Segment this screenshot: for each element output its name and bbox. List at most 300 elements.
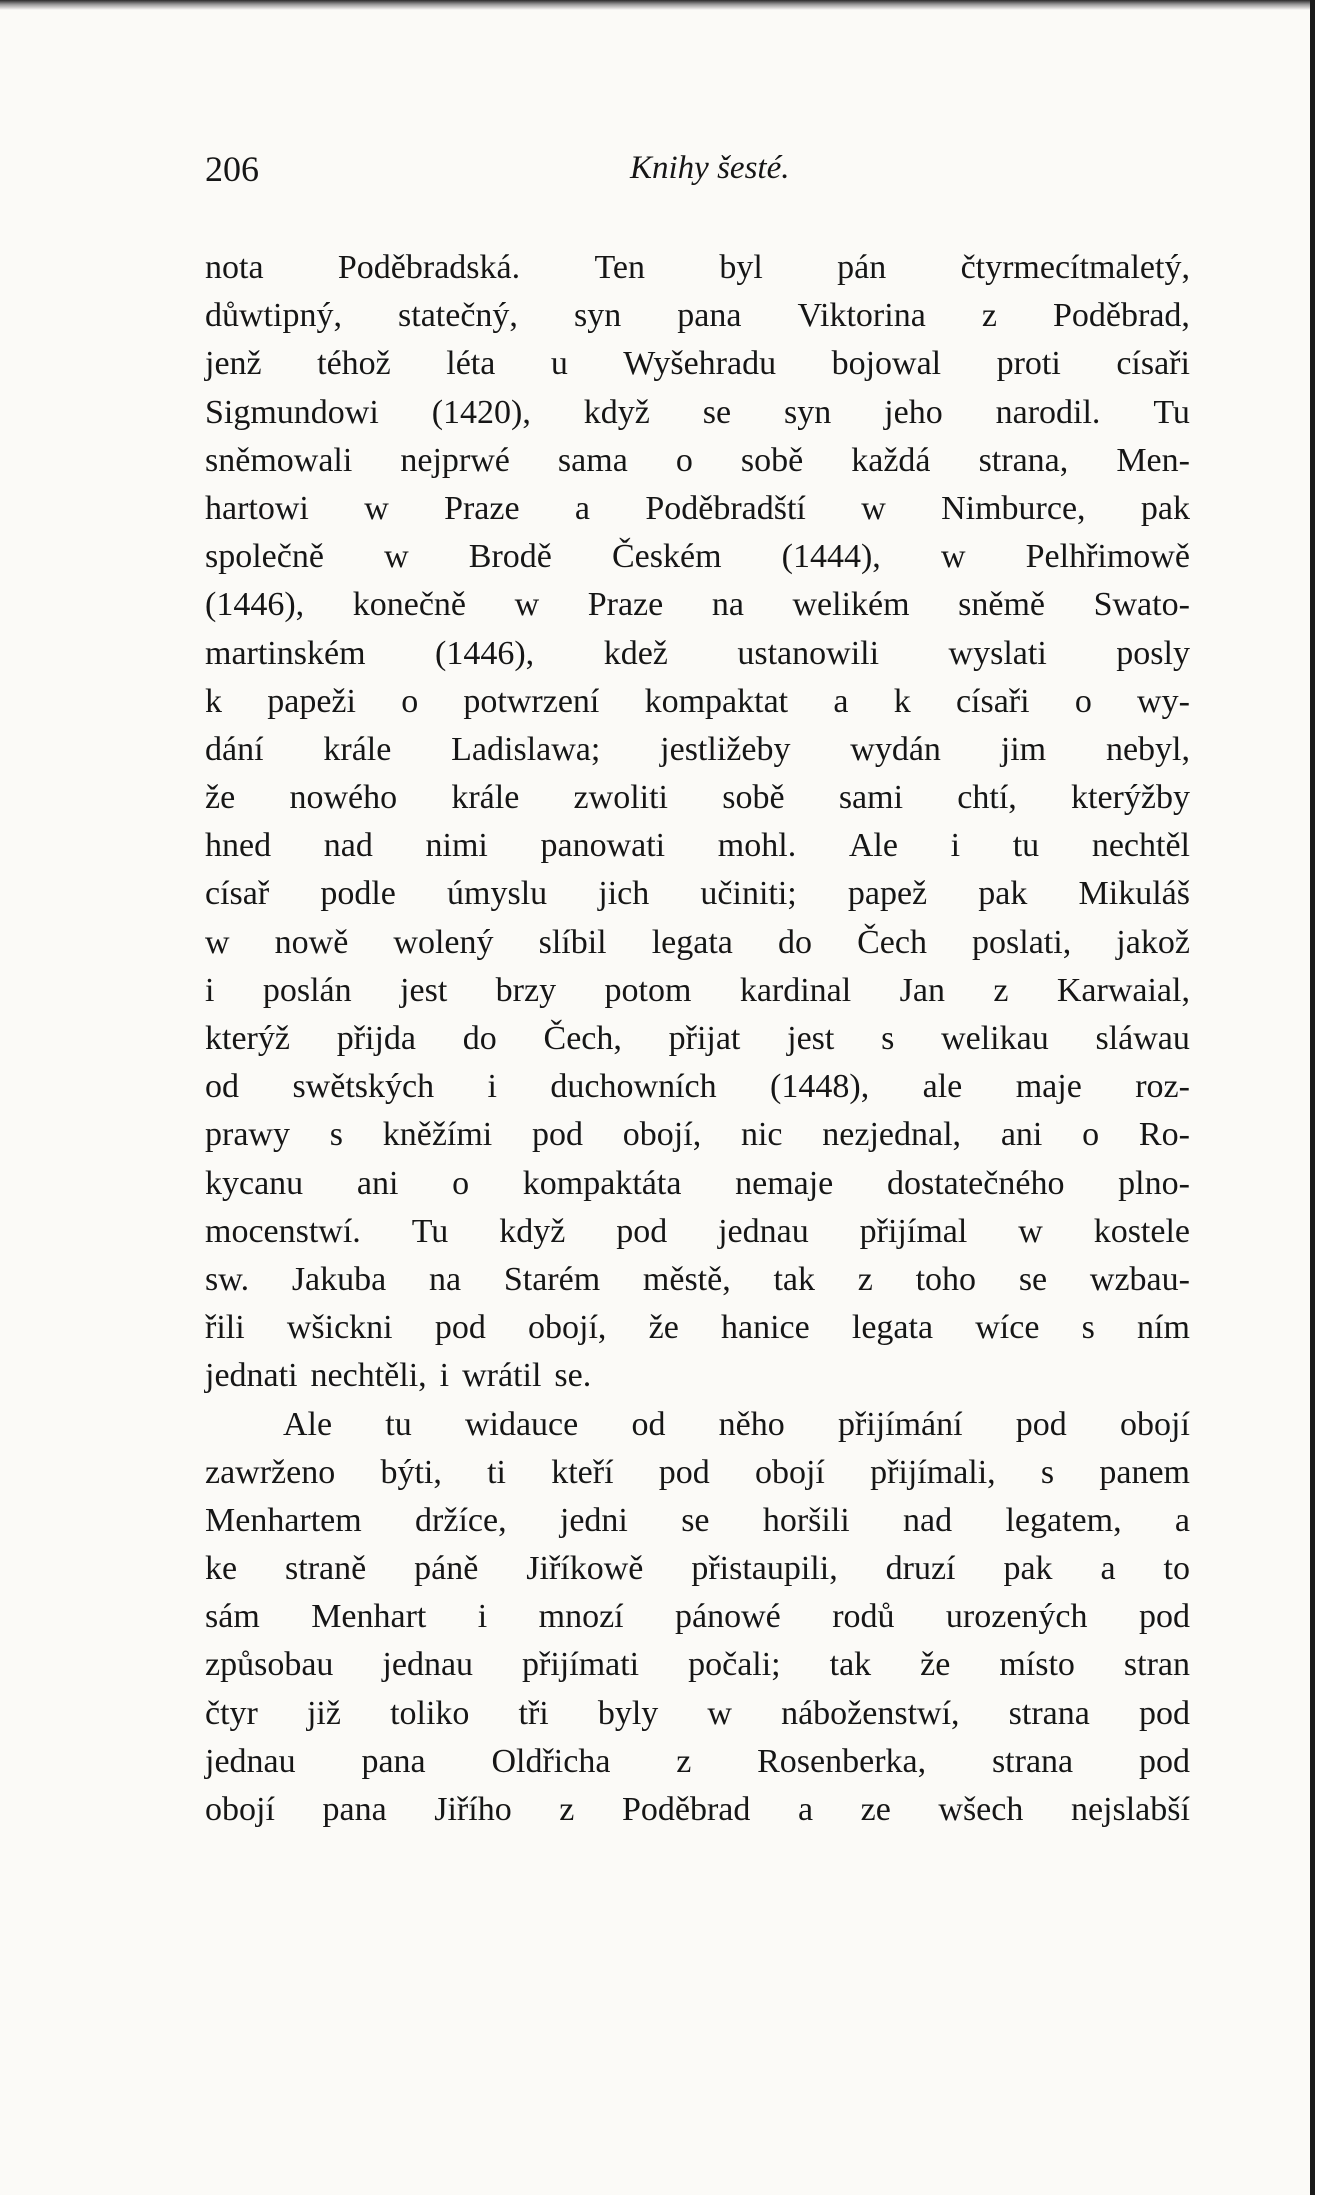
word: Rosenberka, <box>757 1742 927 1780</box>
word: ani <box>356 1164 399 1202</box>
word: hartowi <box>205 489 309 527</box>
word: sw. <box>205 1260 250 1298</box>
word: papež <box>847 875 928 913</box>
word: nejslabší <box>1070 1791 1190 1828</box>
word: wy- <box>1137 682 1190 720</box>
word: Poděbrad, <box>1053 297 1190 335</box>
word: papeži <box>267 682 356 720</box>
word: (1420), <box>431 393 531 431</box>
word: pak <box>978 875 1028 913</box>
word: pán <box>837 249 887 286</box>
word: obojí <box>205 1791 275 1828</box>
word: panem <box>1099 1453 1190 1491</box>
word: syn <box>573 297 622 335</box>
word: hned <box>205 827 272 865</box>
word: k <box>893 682 911 720</box>
word: wrátil <box>462 1357 542 1395</box>
word: kněžími <box>382 1116 493 1154</box>
word: od <box>205 1068 239 1106</box>
word: tři <box>518 1694 549 1732</box>
word: se <box>702 393 732 431</box>
word: s <box>1040 1453 1055 1491</box>
word: přijímání <box>837 1405 963 1443</box>
word: i <box>950 827 961 865</box>
word: čtyr <box>205 1694 258 1732</box>
word: nezjednal, <box>822 1116 962 1154</box>
text-line <box>205 1015 1190 1063</box>
word: Mikuláš <box>1078 875 1190 913</box>
word: na <box>429 1260 462 1298</box>
word: Jiřího <box>434 1791 512 1828</box>
text-line <box>205 1497 1190 1545</box>
word: sobě <box>740 441 804 479</box>
word: s <box>1081 1309 1095 1347</box>
word: obojí <box>1120 1405 1190 1443</box>
word: společně <box>205 538 324 576</box>
text-line <box>205 581 1190 629</box>
word: nic <box>740 1116 783 1154</box>
word: Sigmundowi <box>205 393 379 431</box>
word: ti <box>487 1453 506 1491</box>
word: welikau <box>941 1020 1049 1057</box>
word: wšickni <box>286 1309 393 1347</box>
word: nemaje <box>735 1164 834 1202</box>
word: pana <box>322 1791 387 1828</box>
word: pak <box>1003 1550 1053 1588</box>
page-number: 206 <box>205 149 259 189</box>
text-line <box>205 774 1190 822</box>
word: wolený <box>393 923 494 961</box>
word: pak <box>1140 489 1190 527</box>
word: poslán <box>262 971 352 1009</box>
word: proti <box>996 345 1061 383</box>
word: pana <box>361 1742 426 1780</box>
word: učiniti; <box>700 875 797 913</box>
word: z <box>981 297 997 335</box>
word: konečně <box>352 586 467 624</box>
word: legata <box>851 1309 934 1347</box>
text-line <box>205 1593 1190 1641</box>
word: w <box>364 489 389 527</box>
text-line <box>205 1690 1190 1738</box>
word: obojí, <box>528 1309 607 1347</box>
word: s <box>329 1116 343 1154</box>
word: obojí, <box>622 1116 702 1154</box>
word: rodů <box>832 1598 895 1636</box>
word: čtyrmecítmaletý, <box>960 249 1190 286</box>
word: k <box>205 682 222 720</box>
word: Praze <box>587 586 664 624</box>
word: wzbau- <box>1089 1260 1190 1298</box>
word: w <box>861 489 886 527</box>
word: jich <box>598 875 650 913</box>
word: Nimburce, <box>941 489 1086 527</box>
word: Ale <box>283 1405 333 1443</box>
text-line <box>205 1401 1190 1449</box>
word: o <box>401 682 419 720</box>
word: strana <box>991 1742 1074 1780</box>
word: zawrženo <box>205 1453 336 1491</box>
word: jestližeby <box>660 730 791 768</box>
word: w <box>940 538 966 576</box>
word: Jakuba <box>291 1260 387 1298</box>
word: w <box>1018 1212 1043 1250</box>
word: přijímali, <box>870 1453 996 1491</box>
word: Poděbrad <box>621 1791 751 1828</box>
word: prawy <box>205 1116 290 1154</box>
word: maje <box>1015 1068 1082 1106</box>
word: jest <box>787 1020 835 1057</box>
word: sněmowali <box>205 441 353 479</box>
word: ke <box>205 1550 238 1588</box>
word: Pelhřimowě <box>1025 538 1190 576</box>
word: to <box>1163 1550 1190 1588</box>
word: z <box>993 971 1009 1009</box>
word: a <box>797 1791 814 1828</box>
word: Viktorina <box>797 297 926 335</box>
word: že <box>648 1309 679 1347</box>
word: císaři <box>955 682 1030 720</box>
word: Ro- <box>1138 1116 1190 1154</box>
word: jedni <box>559 1501 628 1539</box>
word: straně <box>285 1550 367 1588</box>
word: (1446), <box>205 586 305 624</box>
text-line <box>205 292 1190 340</box>
text-line <box>205 389 1190 437</box>
word: zwoliti <box>573 779 668 817</box>
word: pod <box>1138 1694 1190 1732</box>
word: Wyšehradu <box>623 345 777 383</box>
text-line <box>205 1208 1190 1256</box>
word: jest <box>400 971 448 1009</box>
word: léta <box>446 345 496 383</box>
word: byl <box>719 249 763 286</box>
word: poslati, <box>972 923 1072 961</box>
word: o <box>675 441 693 479</box>
word: wšech <box>938 1791 1024 1828</box>
word: Swato- <box>1093 586 1190 624</box>
word: o <box>452 1164 470 1202</box>
word: toliko <box>390 1694 470 1732</box>
word: nebyl, <box>1105 730 1190 768</box>
word: jim <box>1000 730 1047 768</box>
word: syn <box>784 393 832 431</box>
word: potwrzení <box>463 682 600 720</box>
page-header <box>205 148 805 198</box>
word: na <box>711 586 744 624</box>
word: toho <box>915 1260 977 1298</box>
word: plno- <box>1118 1164 1190 1202</box>
word: strana <box>1008 1694 1090 1732</box>
word: kompaktáta <box>522 1164 682 1202</box>
word: jednati <box>205 1357 298 1395</box>
text-line <box>205 1304 1190 1352</box>
word: téhož <box>317 345 391 383</box>
word: býti, <box>380 1453 442 1491</box>
word: druzí <box>885 1550 956 1588</box>
word: sám <box>205 1598 260 1636</box>
word: do <box>462 1020 497 1057</box>
word: kompaktat <box>644 682 789 720</box>
word: ze <box>860 1791 891 1828</box>
word: legatem, <box>1005 1501 1122 1539</box>
text-line <box>205 678 1190 726</box>
word: jednau <box>718 1212 809 1250</box>
word: jednau <box>205 1742 296 1780</box>
page-top-edge <box>0 0 1310 10</box>
word: krále <box>451 779 520 817</box>
text-line <box>205 244 1190 292</box>
word: sláwau <box>1095 1020 1190 1057</box>
word: tu <box>385 1405 412 1443</box>
word: i <box>487 1068 497 1106</box>
word: se <box>1018 1260 1048 1298</box>
text-line <box>205 1352 1190 1400</box>
word: Poděbradští <box>645 489 806 527</box>
word: ním <box>1137 1309 1190 1347</box>
word: (1444), <box>781 538 881 576</box>
word: posly <box>1116 634 1190 672</box>
word: pod <box>1138 1598 1190 1636</box>
text-line <box>205 726 1190 774</box>
word: kteří <box>551 1453 614 1491</box>
word: horšili <box>762 1501 850 1539</box>
word: pana <box>677 297 742 335</box>
word: císaři <box>1116 345 1190 383</box>
word: se. <box>554 1357 592 1395</box>
word: dání <box>205 730 264 768</box>
word: přijímati <box>522 1646 640 1684</box>
word: jeho <box>884 393 943 431</box>
text-line <box>205 485 1190 533</box>
text-line <box>205 1641 1190 1689</box>
word: i <box>439 1357 450 1395</box>
word: Čech <box>857 923 927 961</box>
word: sobě <box>722 779 785 817</box>
word: w <box>205 923 230 961</box>
word: Ale <box>848 827 898 865</box>
text-line <box>205 1160 1190 1208</box>
word: z <box>559 1791 575 1828</box>
word: (1448), <box>770 1068 870 1106</box>
text-line <box>205 1786 1190 1834</box>
word: Brodě <box>468 538 552 576</box>
word: i <box>205 971 215 1009</box>
word: brzy <box>495 971 557 1009</box>
word: slíbil <box>538 923 607 961</box>
word: byly <box>597 1694 659 1732</box>
word: Menhart <box>311 1598 427 1636</box>
word: z <box>676 1742 692 1780</box>
word: a <box>1100 1550 1116 1588</box>
text-line <box>205 1111 1190 1159</box>
word: nota <box>205 249 264 286</box>
word: nad <box>323 827 373 865</box>
word: ani <box>1000 1116 1043 1154</box>
word: Ladislawa; <box>451 730 601 768</box>
word: sami <box>838 779 904 817</box>
word: Čech, <box>543 1020 622 1057</box>
word: Oldřicha <box>491 1742 611 1780</box>
word: pod <box>658 1453 710 1491</box>
word: tak <box>773 1260 816 1298</box>
word: když <box>499 1212 566 1250</box>
word: s <box>881 1020 895 1057</box>
word: nechtěl <box>1091 827 1190 865</box>
word: městě, <box>642 1260 731 1298</box>
word: w <box>384 538 409 576</box>
word: že <box>920 1646 951 1684</box>
word: císař <box>205 875 270 913</box>
word: něho <box>718 1405 785 1443</box>
word: že <box>205 779 236 817</box>
word: stran <box>1123 1646 1190 1684</box>
word: pod <box>434 1309 486 1347</box>
word: dostatečného <box>886 1164 1065 1202</box>
word: legata <box>651 923 733 961</box>
word: držíce, <box>415 1501 507 1539</box>
text-line <box>205 919 1190 967</box>
text-line <box>205 870 1190 918</box>
text-line <box>205 340 1190 388</box>
word: nechtěli, <box>310 1357 427 1395</box>
word: Karwaial, <box>1056 971 1190 1009</box>
word: nejprwé <box>400 441 510 479</box>
text-line <box>205 630 1190 678</box>
body-text <box>205 244 1190 1834</box>
word: Tu <box>411 1212 449 1250</box>
word: welikém <box>792 586 910 624</box>
word: kardinal <box>739 971 852 1009</box>
word: panowati <box>540 827 666 865</box>
word: nimi <box>425 827 488 865</box>
word: když <box>583 393 650 431</box>
word: řili <box>205 1309 245 1347</box>
word: Českém <box>611 538 722 576</box>
word: počali; <box>688 1646 781 1684</box>
word: o <box>1074 682 1092 720</box>
word: jakož <box>1116 923 1190 961</box>
word: každá <box>851 441 931 479</box>
word: hanice <box>720 1309 810 1347</box>
word: z <box>857 1260 873 1298</box>
word: (1446), <box>435 634 535 672</box>
word: pod <box>1138 1742 1190 1780</box>
word: duchowních <box>550 1068 717 1106</box>
word: widauce <box>464 1405 579 1443</box>
word: o <box>1082 1116 1100 1154</box>
word: a <box>1174 1501 1190 1539</box>
text-line <box>205 1063 1190 1111</box>
word: urozených <box>945 1598 1088 1636</box>
word: pod <box>532 1116 584 1154</box>
text-line <box>205 1545 1190 1593</box>
text-line <box>205 1449 1190 1497</box>
word: kterýž <box>205 1020 290 1057</box>
word: nad <box>903 1501 953 1539</box>
word: wyslati <box>948 634 1047 672</box>
word: kterýžby <box>1071 779 1190 817</box>
word: statečný, <box>398 297 518 335</box>
word: páně <box>414 1550 479 1588</box>
word: nowě <box>274 923 349 961</box>
word: nowého <box>289 779 398 817</box>
word: mohl. <box>717 827 797 865</box>
word: důwtipný, <box>205 297 342 335</box>
word: wíce <box>975 1309 1040 1347</box>
word: přijat <box>668 1020 741 1057</box>
word: Ten <box>594 249 645 286</box>
word: se <box>681 1501 710 1539</box>
word: pod <box>1015 1405 1067 1443</box>
word: náboženstwí, <box>781 1694 960 1732</box>
text-line <box>205 1256 1190 1304</box>
word: ustanowili <box>737 634 880 672</box>
word: i <box>477 1598 488 1636</box>
word: krále <box>323 730 392 768</box>
text-line <box>205 822 1190 870</box>
word: Jiříkowě <box>526 1550 644 1588</box>
page-right-edge <box>1310 0 1339 2195</box>
word: od <box>631 1405 666 1443</box>
word: do <box>777 923 812 961</box>
word: Starém <box>503 1260 601 1298</box>
word: Tu <box>1153 393 1190 431</box>
word: obojí <box>754 1453 825 1491</box>
word: wydán <box>850 730 941 768</box>
word: kostele <box>1093 1212 1190 1250</box>
word: a <box>833 682 849 720</box>
word: ale <box>922 1068 963 1106</box>
word: Menhartem <box>205 1501 362 1539</box>
word: roz- <box>1135 1068 1190 1106</box>
word: kdež <box>603 634 668 672</box>
word: narodil. <box>995 393 1101 431</box>
word: tu <box>1012 827 1040 865</box>
word: podle <box>320 875 396 913</box>
text-line <box>205 533 1190 581</box>
word: způsobau <box>205 1646 334 1684</box>
word: u <box>550 345 568 383</box>
text-line <box>205 1738 1190 1786</box>
word: jednau <box>382 1646 474 1684</box>
word: swětských <box>292 1068 435 1106</box>
word: pod <box>616 1212 668 1250</box>
word: sama <box>557 441 628 479</box>
word: potom <box>604 971 692 1009</box>
word: tak <box>829 1646 872 1684</box>
word: Praze <box>444 489 520 527</box>
word: úmyslu <box>447 875 548 913</box>
word: mnozí <box>538 1598 624 1636</box>
word: místo <box>999 1646 1075 1684</box>
word: přijímal <box>859 1212 968 1250</box>
word: Jan <box>899 971 945 1009</box>
word: w <box>514 586 540 624</box>
word: přistaupili, <box>691 1550 838 1588</box>
text-line <box>205 437 1190 485</box>
word: Men- <box>1116 441 1190 479</box>
word: již <box>306 1694 341 1732</box>
word: pánowé <box>675 1598 781 1636</box>
running-head: Knihy šesté. <box>630 150 790 186</box>
word: strana, <box>978 441 1069 479</box>
word: bojowal <box>831 345 942 383</box>
word: sněmě <box>958 586 1046 624</box>
word: martinském <box>205 634 366 672</box>
word: Poděbradská. <box>337 249 521 286</box>
word: kycanu <box>205 1164 304 1202</box>
